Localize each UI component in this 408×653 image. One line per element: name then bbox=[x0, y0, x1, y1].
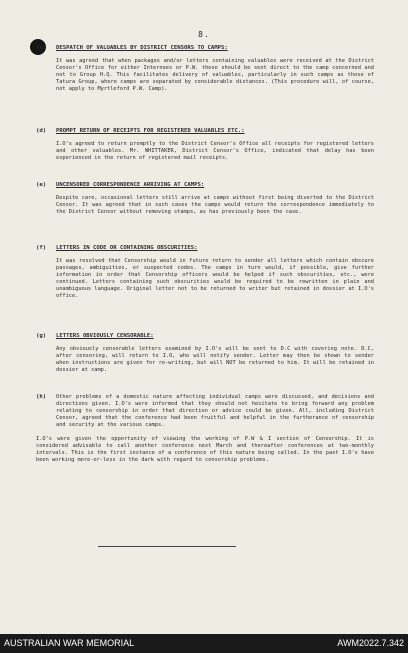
paragraph: Other problems of a domestic nature affecting individual camps were discussed, and decisions and directions given. I.O's were informed that they should not hesitate to bring forward any problem relating to censorship in order that direction or advice could be given. All, including District Censor, agreed that the conference had been fruitful and helpful in the furtherance of censorship and security at the various camps. bbox=[56, 394, 374, 429]
section-body bbox=[56, 346, 374, 374]
heading-text: DESPATCH OF VALUABLES BY DISTRICT CENSORS TO CAMPS: bbox=[56, 45, 228, 51]
section-label: (d) bbox=[36, 128, 47, 134]
paragraph: Despite care, occasional letters still arrive at camps without first being diverted to the District Censor. It was agreed that in such cases the camps would return the correspondence immediately to the District Censor without removing stamps, as has previously been the case. bbox=[56, 195, 374, 216]
section-d bbox=[36, 128, 374, 162]
section-body bbox=[56, 58, 374, 93]
section-heading bbox=[36, 45, 374, 52]
heading-text: PROMPT RETURN OF RECEIPTS FOR REGISTERED VALUABLES ETC.: bbox=[56, 128, 245, 134]
section-heading bbox=[36, 182, 374, 189]
page-number: 8. bbox=[198, 30, 210, 39]
archive-footer bbox=[0, 634, 408, 653]
heading-text: LETTERS OBVIOUSLY CENSORABLE: bbox=[56, 333, 154, 339]
paragraph: I.O's agreed to return promptly to the District Censor's Office all receipts for registered letters and other valuables. Mr. WHITTAKER, District Censor's Office, indicated that delay has been experienced in the return of registered mail receipts. bbox=[56, 141, 374, 162]
section-h bbox=[36, 394, 374, 464]
paragraph: I.O's were given the opportunity of viewing the working of P.W & I section of Censorship. It is considered advisable to call another conference next March and thereafter conferences at two-monthly intervals. This is the first instance of a conference of this nature being called. In the past I.O's have been working more-or-less in the dark with regard to censorship problems. bbox=[36, 436, 374, 464]
section-body bbox=[56, 258, 374, 300]
footer-institution: AUSTRALIAN WAR MEMORIAL bbox=[4, 638, 135, 648]
heading-text: LETTERS IN CODE OR CONTAINING OBSCURITIES: bbox=[56, 245, 198, 251]
section-label: (g) bbox=[36, 333, 47, 339]
section-g bbox=[36, 333, 374, 374]
section-label: (c) bbox=[36, 45, 47, 51]
paragraph: Any obviously censorable letters examined by I.O's will be sent to D.C with covering note. D.C, after censoring, will return to I.O, who will notify sender. Letter may then be shown to sender when instructions are given for re-writing, but will NOT be returned to him. It will be retained in dossier at camp. bbox=[56, 346, 374, 374]
paragraph: It was agreed that when packages and/or letters containing valuables were received at the District Censor's Office for either Internees or P.W. these should be sent direct to the camp concerned and not to Group H.Q. This facilitates delivery of valuables, particularly in such camps as those of Tatura Group, where camps are separated by considerable distances. (This procedure will, of course, not apply to Myrtleford P.W. Camp). bbox=[56, 58, 374, 93]
section-heading bbox=[36, 333, 374, 340]
section-label: (e) bbox=[36, 182, 47, 188]
heading-text: UNCENSORED CORRESPONDENCE ARRIVING AT CAMPS: bbox=[56, 182, 205, 188]
section-body bbox=[56, 195, 374, 216]
section-body bbox=[56, 394, 374, 429]
section-e bbox=[36, 182, 374, 216]
section-heading bbox=[36, 128, 374, 135]
signature-line bbox=[98, 546, 236, 547]
section-f bbox=[36, 245, 374, 300]
section-body bbox=[56, 141, 374, 162]
section-c bbox=[36, 45, 374, 93]
closing-paragraph-block bbox=[36, 436, 374, 464]
section-heading bbox=[36, 245, 374, 252]
paragraph: It was resolved that Censorship would in future return to sender all letters which contain obscure passages, ambiguities, or suspected codes. The camps in turn would, if possible, give further information in order that Censorship officers would be helped if such obscurities, etc., were continued. Letters containing such obscurities would be required to be rewritten in plain and unambiguous language. Original letter not to be returned to writer but retained in dossier at I.O's office. bbox=[56, 258, 374, 300]
footer-catalog-id: AWM2022.7.342 bbox=[337, 638, 404, 648]
section-label: (h) bbox=[36, 394, 47, 400]
section-label: (f) bbox=[36, 245, 47, 251]
